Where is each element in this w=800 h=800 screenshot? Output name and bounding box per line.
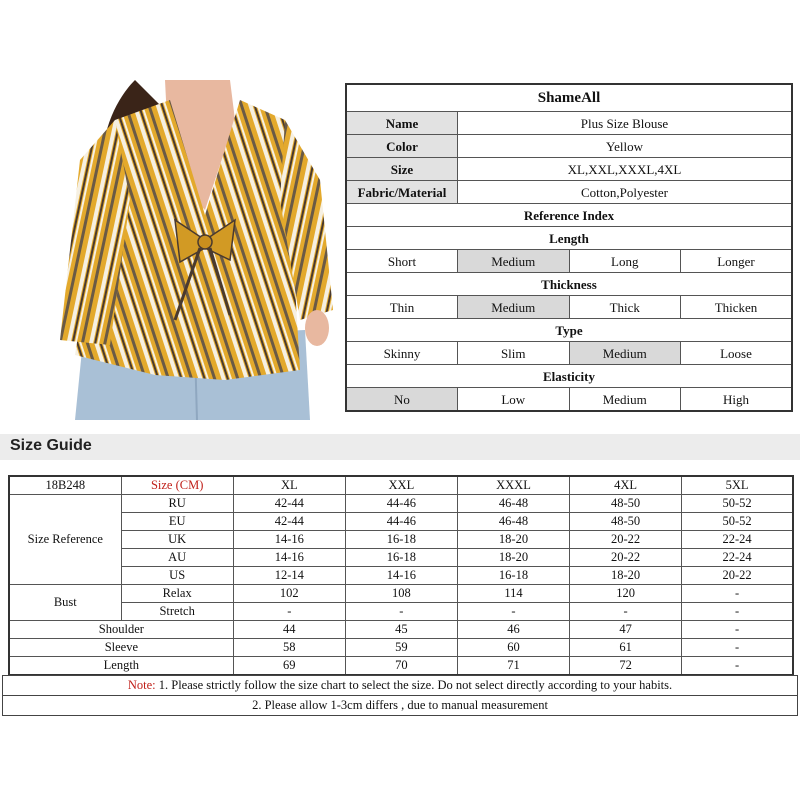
type-option: Loose [681,342,793,365]
note-line-1 [3,676,798,696]
cell: 50-52 [682,495,793,513]
cell: 14-16 [233,531,345,549]
length-option: Longer [681,250,793,273]
product-code: 18B248 [9,476,121,495]
type-options [346,342,792,365]
cell: 12-14 [233,567,345,585]
cell: 18-20 [457,549,569,567]
type-option: Skinny [346,342,458,365]
row-label: Stretch [121,603,233,621]
product-photo [55,80,333,420]
row-label: Relax [121,585,233,603]
note-label: Note: [127,678,156,693]
cell: 71 [457,657,569,676]
table-row [9,531,793,549]
cell: - [345,603,457,621]
notes-table [2,675,798,716]
size-guide-heading: Size Guide [10,437,92,454]
elasticity-options [346,388,792,412]
cell: - [682,639,793,657]
type-heading: Type [346,319,792,342]
elasticity-option-selected: No [346,388,458,412]
size-col-header: XXXL [457,476,569,495]
thickness-option: Thick [569,296,681,319]
size-col-header: 5XL [682,476,793,495]
spec-value: Plus Size Blouse [458,112,793,135]
type-option: Slim [458,342,570,365]
table-row [9,495,793,513]
length-option-selected: Medium [458,250,570,273]
spec-row-fabric [346,181,792,204]
thickness-option: Thin [346,296,458,319]
spec-value: Yellow [458,135,793,158]
cell: 18-20 [570,567,682,585]
size-unit-label: Size (CM) [121,476,233,495]
table-row [9,585,793,603]
cell: - [233,603,345,621]
table-row [9,567,793,585]
type-option-selected: Medium [569,342,681,365]
spec-value: Cotton,Polyester [458,181,793,204]
cell: 48-50 [570,495,682,513]
cell: 16-18 [345,531,457,549]
cell: 44-46 [345,513,457,531]
cell: 20-22 [570,549,682,567]
length-heading: Length [346,227,792,250]
thickness-heading: Thickness [346,273,792,296]
cell: 120 [570,585,682,603]
cell: 46 [457,621,569,639]
cell: 46-48 [457,495,569,513]
cell: 72 [570,657,682,676]
cell: - [682,657,793,676]
spec-row-size [346,158,792,181]
cell: 70 [345,657,457,676]
elasticity-option: High [681,388,793,412]
elasticity-option: Low [458,388,570,412]
row-label: Length [9,657,233,676]
cell: 20-22 [682,567,793,585]
cell: 22-24 [682,549,793,567]
cell: 20-22 [570,531,682,549]
spec-label: Color [346,135,458,158]
bust-label: Bust [9,585,121,621]
cell: 58 [233,639,345,657]
reference-index-heading: Reference Index [346,204,792,227]
cell: 60 [457,639,569,657]
cell: 44-46 [345,495,457,513]
cell: 46-48 [457,513,569,531]
cell: - [457,603,569,621]
row-label: Shoulder [9,621,233,639]
size-header-row [9,476,793,495]
size-col-header: XL [233,476,345,495]
cell: 102 [233,585,345,603]
length-options [346,250,792,273]
thickness-option-selected: Medium [458,296,570,319]
spec-value: XL,XXL,XXXL,4XL [458,158,793,181]
spec-row-color [346,135,792,158]
size-col-header: 4XL [570,476,682,495]
spec-label: Size [346,158,458,181]
size-guide-bar [0,434,800,460]
spec-label: Fabric/Material [346,181,458,204]
table-row [9,549,793,567]
cell: 42-44 [233,513,345,531]
row-label: RU [121,495,233,513]
cell: 69 [233,657,345,676]
row-label: EU [121,513,233,531]
cell: 22-24 [682,531,793,549]
cell: 48-50 [570,513,682,531]
size-col-header: XXL [345,476,457,495]
cell: 114 [457,585,569,603]
table-row [9,603,793,621]
table-row [9,657,793,676]
spec-table [345,83,793,412]
cell: 42-44 [233,495,345,513]
spec-row-name [346,112,792,135]
cell: 45 [345,621,457,639]
cell: 108 [345,585,457,603]
size-reference-label: Size Reference [9,495,121,585]
length-option: Long [569,250,681,273]
cell: 59 [345,639,457,657]
cell: 18-20 [457,531,569,549]
row-label: Sleeve [9,639,233,657]
brand-title: ShameAll [346,84,792,112]
size-chart-table [8,475,794,676]
row-label: UK [121,531,233,549]
spec-label: Name [346,112,458,135]
cell: - [682,603,793,621]
cell: 14-16 [345,567,457,585]
thickness-option: Thicken [681,296,793,319]
table-row [9,639,793,657]
table-row [9,621,793,639]
cell: 16-18 [457,567,569,585]
cell: 61 [570,639,682,657]
cell: 14-16 [233,549,345,567]
elasticity-option: Medium [569,388,681,412]
row-label: AU [121,549,233,567]
cell: - [682,621,793,639]
row-label: US [121,567,233,585]
cell: - [682,585,793,603]
cell: 16-18 [345,549,457,567]
table-row [9,513,793,531]
note-line-2: 2. Please allow 1-3cm differs , due to manual measurement [3,696,798,716]
cell: - [570,603,682,621]
cell: 47 [570,621,682,639]
length-option: Short [346,250,458,273]
thickness-options [346,296,792,319]
cell: 50-52 [682,513,793,531]
elasticity-heading: Elasticity [346,365,792,388]
note-text-1: 1. Please strictly follow the size chart to select the size. Do not select directly according to your habits. [155,678,673,693]
cell: 44 [233,621,345,639]
